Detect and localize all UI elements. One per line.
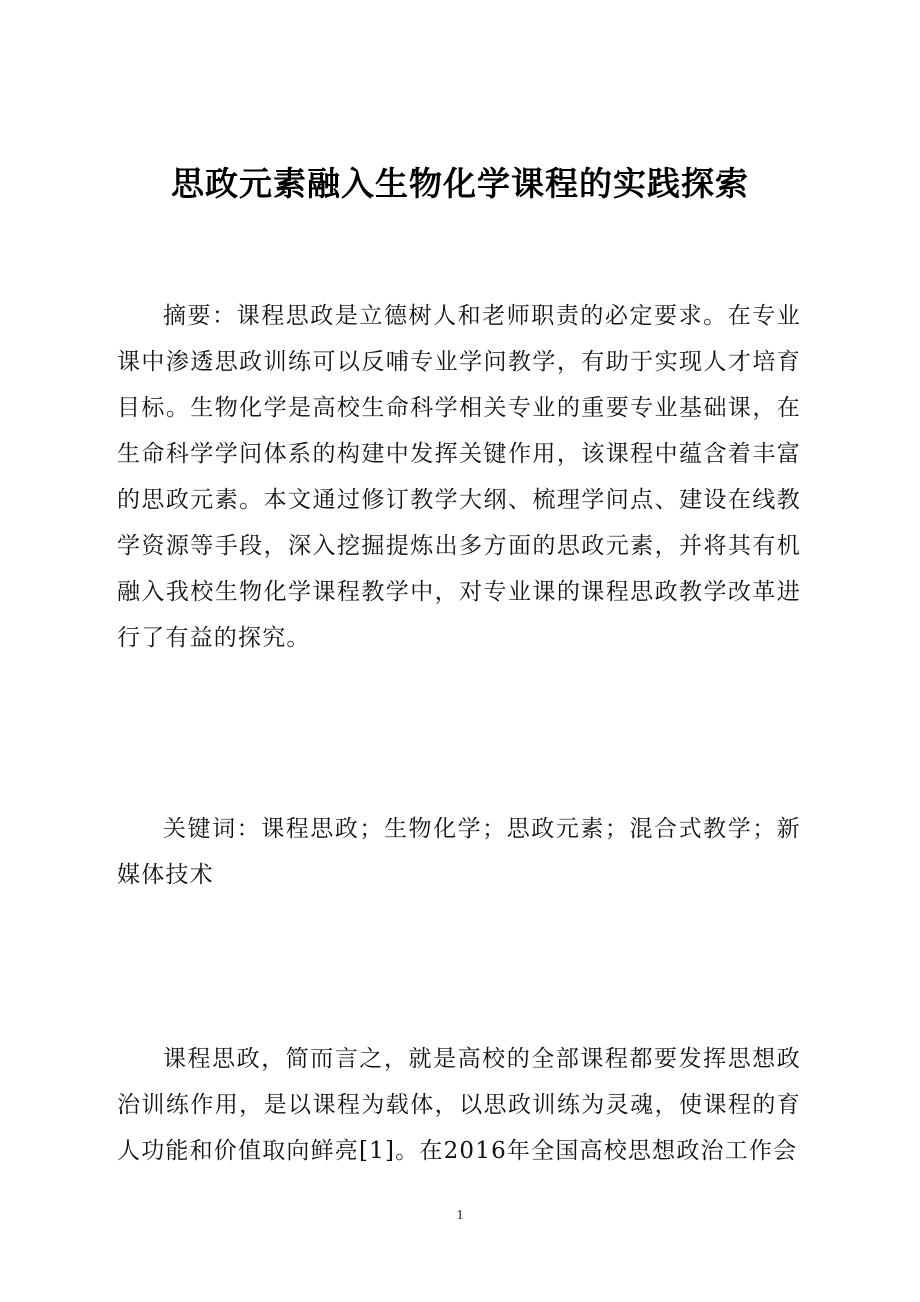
abstract-paragraph: 摘要：课程思政是立德树人和老师职责的必定要求。在专业课中渗透思政训练可以反哺专业学问教学，有助于实现人才培育目标。生物化学是高校生命科学相关专业的重要专业基础课，在生命科学学问体系的构建中发挥关键作用，该课程中蕴含着丰富的思政元素。本文通过修订教学大纲、梳理学问点、建设在线教学资源等手段，深入挖掘提炼出多方面的思政元素，并将其有机融入我校生物化学课程教学中，对专业课的课程思政教学改革进行了有益的探究。: [117, 303, 801, 651]
keywords-paragraph: 关键词：课程思政；生物化学；思政元素；混合式教学；新媒体技术: [117, 816, 801, 888]
document-title: 思政元素融入生物化学课程的实践探索: [171, 164, 749, 203]
page-number: 1: [456, 1208, 464, 1223]
body-paragraph: 课程思政，简而言之，就是高校的全部课程都要发挥思想政治训练作用，是以课程为载体，以思政训练为灵魂，使课程的育人功能和价值取向鲜亮[1]。在2016年全国高校思想政治工作会: [117, 1046, 801, 1164]
